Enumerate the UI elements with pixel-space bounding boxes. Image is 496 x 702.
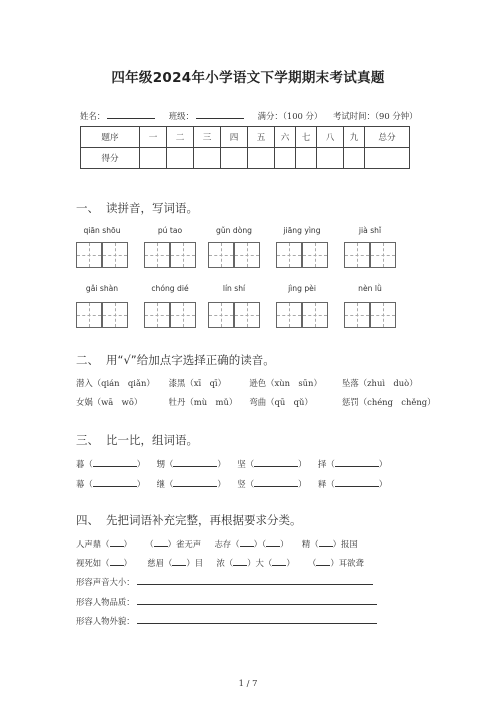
character-box[interactable] (144, 242, 170, 268)
character-box[interactable] (370, 302, 396, 328)
idiom-text: （ (308, 558, 317, 568)
score-input-cell[interactable] (221, 148, 248, 169)
score-header-cell: 七 (296, 127, 317, 148)
full-score-label: 满分：（100 分） (257, 111, 323, 121)
idiom-text: ）报国 (332, 539, 358, 549)
section-4-heading (76, 512, 302, 528)
idiom-text: 精（ (301, 539, 319, 549)
pinyin-label: lín shí (222, 284, 246, 293)
score-input-cell[interactable] (248, 148, 275, 169)
reading-choice-line-1 (76, 377, 424, 389)
compare-char: 甥 (156, 459, 166, 469)
pinyin-label: qiān shōu (83, 226, 121, 235)
score-table (80, 126, 410, 169)
character-box[interactable] (344, 302, 370, 328)
score-header-cell: 八 (317, 127, 344, 148)
answer-blank[interactable] (93, 458, 137, 467)
idiom-blank[interactable] (154, 538, 168, 547)
character-box[interactable] (76, 242, 102, 268)
reading-choice[interactable]: 弯曲（qū qǔ） (249, 397, 313, 407)
reading-choice[interactable]: 漆黑（xī qī） (168, 378, 226, 388)
idiom-text: 人声鼎（ (76, 539, 110, 549)
reading-choice[interactable]: 潜入（qián qiǎn） (76, 378, 155, 388)
section-title: 用“√”给加点字选择正确的读音。 (106, 353, 275, 367)
section-number: 一、 (76, 201, 99, 215)
idiom-blank[interactable] (316, 557, 330, 566)
score-input-cell[interactable] (275, 148, 296, 169)
score-input-cell[interactable] (167, 148, 194, 169)
answer-blank[interactable] (173, 458, 217, 467)
score-input-cell[interactable] (365, 148, 410, 169)
category-answer-line[interactable] (137, 596, 377, 605)
answer-blank[interactable] (335, 458, 379, 467)
score-header-cell: 二 (167, 127, 194, 148)
character-box[interactable] (344, 242, 370, 268)
character-box[interactable] (102, 242, 128, 268)
pinyin-label: jià shǐ (358, 226, 382, 235)
compare-char: 择 (318, 459, 327, 469)
idiom-blank[interactable] (266, 538, 280, 547)
idiom-text: ） (123, 539, 132, 549)
answer-blank[interactable] (93, 478, 137, 487)
page-title: 四年级2024年小学语文下学期期末考试真题 (111, 70, 385, 86)
idiom-blank[interactable] (233, 557, 247, 566)
idiom-text: ）耳欲聋 (330, 558, 364, 568)
character-box[interactable] (302, 302, 328, 328)
answer-blank[interactable] (254, 478, 298, 487)
compare-char: 坚 (237, 459, 246, 469)
compare-char: 释 (318, 479, 327, 489)
idiom-row-2 (76, 557, 364, 569)
idiom-text: ）雀无声 (167, 539, 202, 549)
pinyin-label: jiāng yìng (283, 226, 321, 235)
score-input-cell[interactable] (296, 148, 317, 169)
idiom-blank[interactable] (110, 557, 124, 566)
category-label: 形容声音大小： (76, 577, 135, 587)
character-box[interactable] (208, 242, 234, 268)
exam-time-label: 考试时间：（90 分钟） (332, 111, 418, 121)
character-box[interactable] (276, 242, 302, 268)
idiom-text: ） (280, 539, 289, 549)
answer-blank[interactable] (254, 458, 298, 467)
pinyin-label: pú tao (157, 226, 183, 235)
category-answer-line[interactable] (137, 615, 377, 624)
reading-choice-line-2 (76, 396, 441, 408)
score-header-cell: 题序 (81, 127, 140, 148)
idiom-text: （ (145, 539, 154, 549)
idiom-text: 志存（ (214, 539, 240, 549)
name-blank (107, 110, 155, 119)
score-table-header-row (81, 127, 410, 148)
idiom-blank[interactable] (319, 538, 333, 547)
class-blank (196, 110, 244, 119)
compare-char: 暮 (76, 459, 85, 469)
character-box[interactable] (76, 302, 102, 328)
score-header-cell: 五 (248, 127, 275, 148)
section-3-heading (76, 432, 198, 448)
score-header-cell: 九 (344, 127, 365, 148)
character-box[interactable] (102, 302, 128, 328)
category-label: 形容人物外貌： (76, 616, 135, 626)
section-1-heading (76, 200, 198, 216)
idiom-text: 浓（ (216, 558, 234, 568)
section-title: 先把词语补充完整，再根据要求分类。 (106, 513, 302, 527)
student-info-line (80, 110, 417, 122)
word-compare-row-2: 幕（ ） 继（ ） 竖（ ） 释（ ） (76, 479, 388, 489)
word-compare-row-1: 暮（ ） 甥（ ） 坚（ ） 择（ ） (76, 459, 388, 469)
pinyin-label: chóng dié (151, 284, 189, 293)
category-answer-line[interactable] (137, 576, 373, 585)
character-box[interactable] (144, 302, 170, 328)
pinyin-label: gǔn dòng (216, 226, 252, 235)
page-number: 1 / 7 (238, 678, 258, 688)
section-title: 比一比，组词语。 (106, 433, 198, 447)
character-box[interactable] (370, 242, 396, 268)
idiom-text: 视死如（ (76, 558, 110, 568)
reading-choice[interactable]: 惩罚（chéng chěng） (342, 397, 436, 407)
category-line-character (76, 596, 377, 608)
section-number: 四、 (76, 513, 99, 527)
character-box[interactable] (170, 302, 196, 328)
category-line-volume (76, 576, 373, 588)
reading-choice[interactable]: 牡丹（mù mǔ） (168, 397, 238, 407)
reading-choice[interactable]: 坠落（zhuì duò） (342, 378, 418, 388)
pinyin-label: gǎi shàn (85, 284, 119, 293)
answer-blank[interactable] (173, 478, 217, 487)
section-2-heading (76, 352, 275, 368)
section-number: 三、 (76, 433, 99, 447)
section-number: 二、 (76, 353, 99, 367)
score-row-label: 得分 (81, 148, 140, 169)
idiom-blank[interactable] (272, 557, 286, 566)
idiom-text: ）目 (186, 558, 204, 568)
answer-blank[interactable] (335, 478, 379, 487)
compare-char: 继 (156, 479, 166, 489)
compare-char: 幕 (76, 479, 85, 489)
idiom-text: ）（ (253, 539, 267, 549)
idiom-blank[interactable] (172, 557, 186, 566)
character-box[interactable] (302, 242, 328, 268)
score-input-cell[interactable] (317, 148, 344, 169)
idiom-blank[interactable] (110, 538, 124, 547)
character-box[interactable] (234, 302, 260, 328)
section-title: 读拼音，写词语。 (106, 201, 198, 215)
score-input-cell[interactable] (140, 148, 167, 169)
class-label: 班级： (168, 111, 194, 121)
score-table-score-row (81, 148, 410, 169)
reading-choice[interactable]: 逊色（xùn sūn） (249, 378, 322, 388)
name-label: 姓名： (80, 111, 106, 121)
compare-char: 竖 (237, 479, 246, 489)
pinyin-label: jìng pèi (288, 284, 316, 293)
score-header-cell: 四 (221, 127, 248, 148)
pinyin-label: nèn lǜ (358, 284, 382, 293)
character-box[interactable] (170, 242, 196, 268)
idiom-text: ）大（ (247, 558, 273, 568)
score-header-cell: 一 (140, 127, 167, 148)
score-header-cell: 六 (275, 127, 296, 148)
idiom-text: ） (286, 558, 295, 568)
character-box[interactable] (276, 302, 302, 328)
idiom-text: 慈眉（ (147, 558, 173, 568)
score-header-cell: 三 (194, 127, 221, 148)
idiom-blank[interactable] (240, 538, 254, 547)
score-header-cell: 总分 (365, 127, 410, 148)
character-box[interactable] (234, 242, 260, 268)
category-label: 形容人物品质： (76, 597, 135, 607)
reading-choice[interactable]: 女娲（wā wō） (76, 397, 143, 407)
idiom-row-1 (76, 538, 358, 550)
character-box[interactable] (208, 302, 234, 328)
category-line-appearance (76, 615, 377, 627)
idiom-text: ） (123, 558, 132, 568)
score-input-cell[interactable] (194, 148, 221, 169)
score-input-cell[interactable] (344, 148, 365, 169)
